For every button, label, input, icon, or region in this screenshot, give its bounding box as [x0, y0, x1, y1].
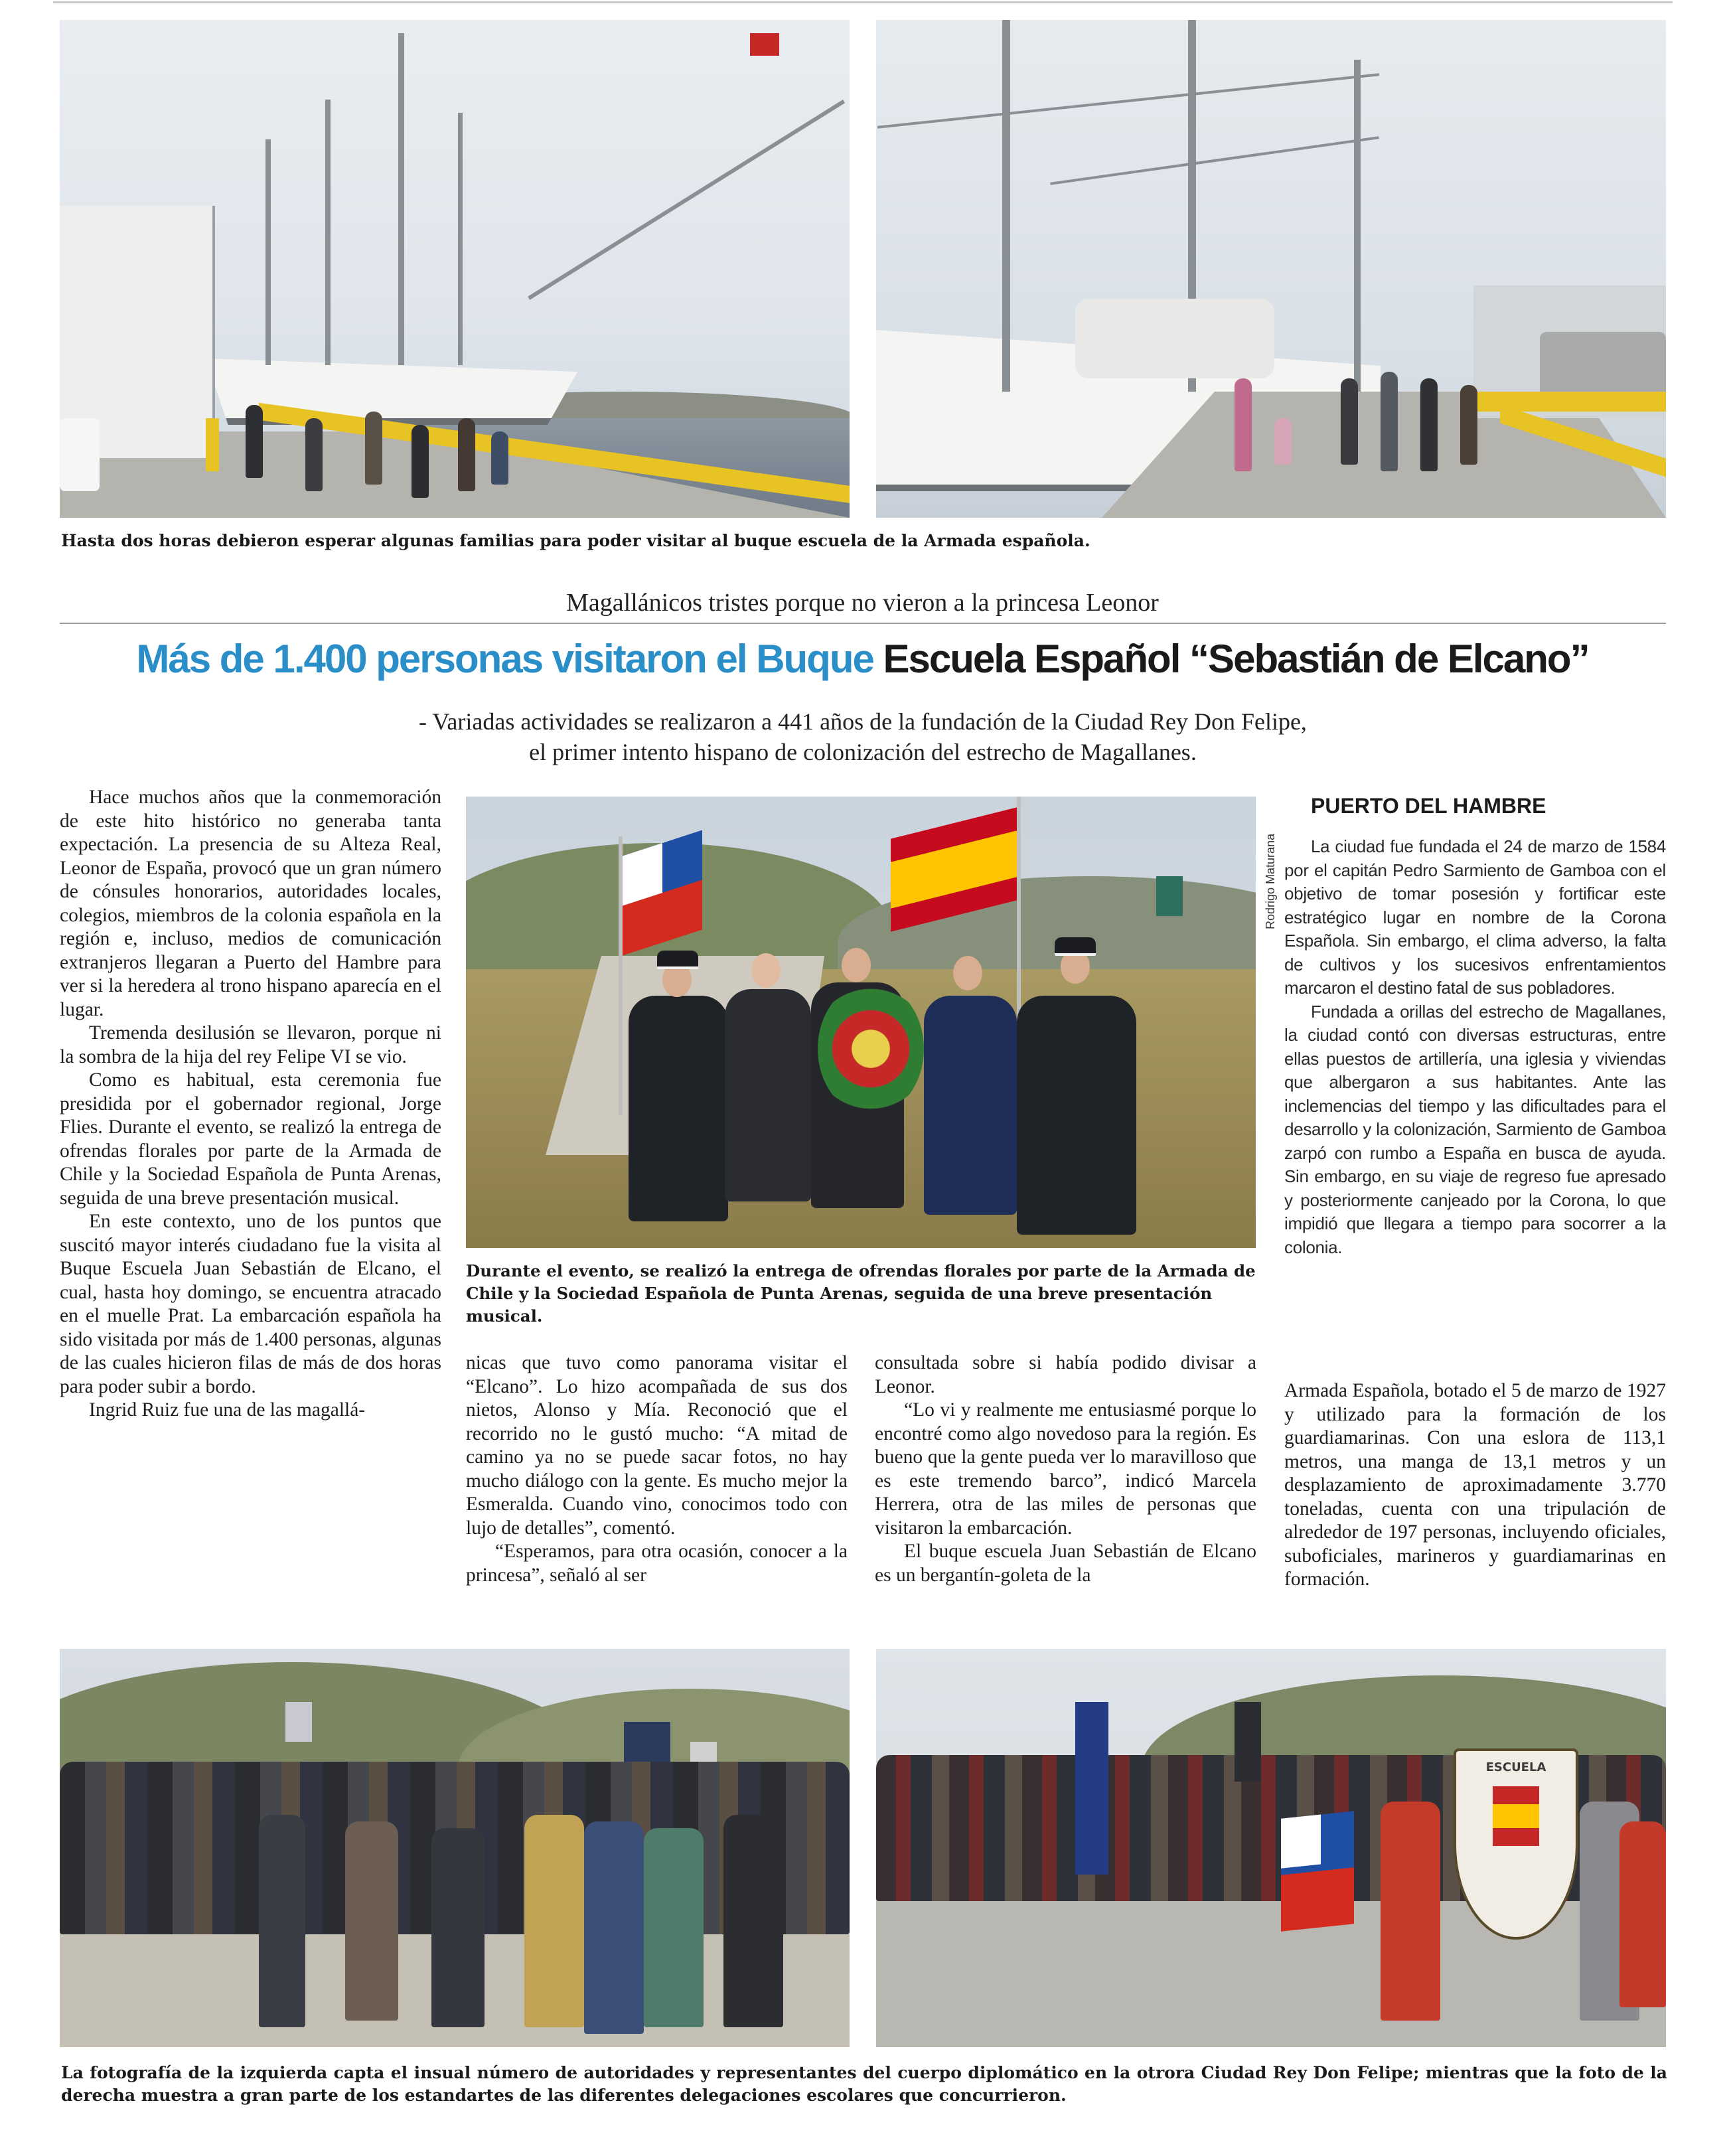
photo-authorities-crowd: [60, 1649, 850, 2047]
dek-line-1: - Variadas actividades se realizaron a 441 años de la fundación de la Ciudad Rey Don Felipe,: [419, 708, 1307, 735]
paragraph: “Esperamos, para otra ocasión, conocer a la princesa”, señaló al ser: [466, 1541, 848, 1586]
dek-line-2: el primer intento hispano de colonización del estrecho de Magallanes.: [529, 739, 1197, 765]
school-banner-text: ESCUELA: [1485, 1760, 1546, 1774]
sidebar-heading: PUERTO DEL HAMBRE: [1311, 794, 1546, 818]
dek: [199, 706, 1527, 767]
top-photos-caption: Hasta dos horas debieron esperar algunas familias para poder visitar al buque escuela de la Armada española.: [61, 531, 1090, 550]
paragraph: Como es habitual, esta ceremonia fue presidida por el gobernador regional, Jorge Flies. Durante el evento, se realizó la entrega de ofrendas florales por parte de la Armada de Chile y la Sociedad Española de Punta Arenas, seguida de una breve presentación musical.: [60, 1069, 441, 1209]
photo-ship-pier-left: [60, 20, 850, 518]
sidebar-paragraph: La ciudad fue fundada el 24 de marzo de 1584 por el capitán Pedro Sarmiento de Gamboa con el objetivo de tomar posesión y fortificar este estratégico lugar en nombre de la Corona Española. Sin embargo, el clima adverso, la falta de cultivos y los sucesivos enfrentamientos marcaron el destino fatal de sus pobladores.: [1284, 836, 1666, 998]
headline: [0, 636, 1725, 682]
kicker-rule: [60, 623, 1666, 624]
photo-wreath-ceremony: [466, 797, 1256, 1248]
paragraph: El buque escuela Juan Sebastián de Elcano es un bergantín-goleta de la: [875, 1541, 1256, 1586]
paragraph: nicas que tuvo como panorama visitar el “Elcano”. Lo hizo acompañada de sus dos nietos, Alonso y Mía. Reconoció que el recorrido no le gustó mucho: “A mitad de camino ya no se puede sacar fotos, no hay mucho diálogo con la gente. Es mucho mejor la Esmeralda. Cuando vino, conocimos todo con lujo de detalles”, comentó.: [466, 1352, 848, 1539]
top-rule: [53, 1, 1673, 3]
photo-ship-pier-right: [876, 20, 1666, 518]
article-column-4: [1284, 1379, 1666, 1592]
bottom-photos-caption: La fotografía de la izquierda capta el insual número de autoridades y representantes del cuerpo diplomático en la otrora Ciudad Rey Don Felipe; mientras que la foto de la derecha muestra a gran parte de los estandartes de las diferentes delegaciones escolares que concurrieron.: [61, 2063, 1667, 2105]
kicker: Magallánicos tristes porque no vieron a la princesa Leonor: [566, 589, 1159, 617]
article-column-1: [60, 786, 441, 1423]
paragraph: Tremenda desilusión se llevaron, porque ni la sombra de la hija del rey Felipe VI se vio.: [60, 1022, 441, 1067]
article-column-3: [875, 1351, 1256, 1587]
article-column-2: [466, 1351, 848, 1587]
headline-black: Escuela Español “Sebastián de Elcano”: [883, 637, 1589, 681]
paragraph: Hace muchos años que la conmemoración de este hito histórico no generaba tanta expectación. La presencia de su Alteza Real, Leonor de España, provocó que un gran número de cónsules honorarios, autoridades locales, colegios, miembros de la colonia española en la región e, incluso, medios de comunicación extranjeros llegaran a Puerto del Hambre para ver si la heredera al trono hispano aparecía en el lugar.: [60, 787, 441, 1020]
headline-blue: Más de 1.400 personas visitaron el Buque: [136, 637, 873, 681]
paragraph: “Lo vi y realmente me entusiasmé porque lo encontré como algo novedoso para la región. Es bueno que la gente pueda ver lo maravilloso que es este tremendo barco”, indicó Marcela Herrera, otra de las miles de personas que visitaron la embarcación.: [875, 1399, 1256, 1539]
school-banner: [1454, 1748, 1578, 1940]
sidebar-paragraph: Fundada a orillas del estrecho de Magallanes, la ciudad contó con diversas estructuras, entre ellas puestos de artillería, una iglesia y viviendas que albergaron a sus habitantes. Ante las inclemencias del tiempo y las dificultades para el desarrollo y la colonización, Sarmiento de Gamboa zarpó con rumbo a España en busca de ayuda. Sin embargo, en su viaje de regreso fue apresado y posteriormente canjeado por la Corona, lo que impidió que llegara a tiempo para socorrer a la colonia.: [1284, 1001, 1666, 1257]
paragraph: En este contexto, uno de los puntos que suscitó mayor interés ciudadano fue la visita al Buque Escuela Juan Sebastián de Elcano, el cual, hasta hoy domingo, se encuentra atracado en el muelle Prat. La embarcación española ha sido visitada por más de 1.400 personas, algunas de las cuales hicieron filas de más de dos horas para poder subir a bordo.: [60, 1211, 441, 1397]
paragraph: consultada sobre si había podido divisar a Leonor.: [875, 1352, 1256, 1397]
photo-credit: Rodrigo Maturana: [1264, 833, 1277, 929]
paragraph: Armada Española, botado el 5 de marzo de 1927 y utilizado para la formación de los guardiamarinas. Con una eslora de 113,1 metros, una manga de 13,1 metros y un desplazamiento de aproximadamente 3.770 toneladas, cuenta con una tripulación de alrededor de 197 personas, incluyendo oficiales, suboficiales, marineros y guardiamarinas en formación.: [1284, 1380, 1666, 1590]
photo-school-banners: [876, 1649, 1666, 2047]
sidebar-text: [1284, 835, 1666, 1259]
center-photo-caption: Durante el evento, se realizó la entrega de ofrendas florales por parte de la Armada de Chile y la Sociedad Española de Punta Arenas, seguida de una breve presentación musical.: [466, 1261, 1256, 1326]
paragraph: Ingrid Ruiz fue una de las magallá-: [89, 1399, 366, 1421]
